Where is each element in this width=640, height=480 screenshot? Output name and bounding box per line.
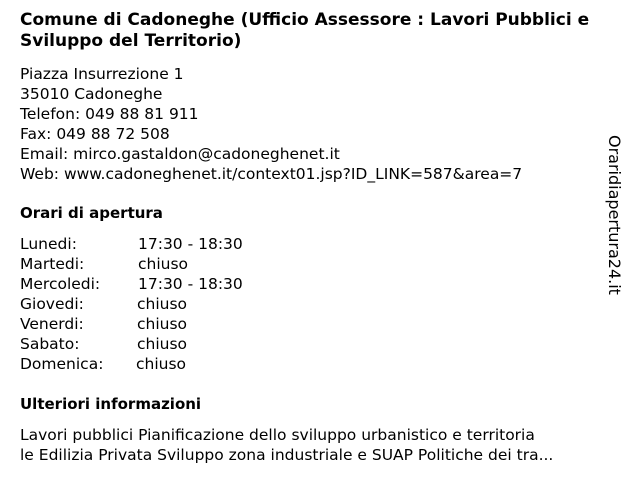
day-hours: 17:30 - 18:30 [138,235,243,253]
day-hours: chiuso [136,355,187,373]
street-address: Piazza Insurrezione 1 [20,65,184,83]
hours-row [20,354,187,374]
hours-row [20,234,243,254]
phone-number: Telefon: 049 88 81 911 [20,105,199,123]
day-label: Giovedi: [20,295,84,313]
day-hours: 17:30 - 18:30 [138,275,243,293]
page-title: Comune di Cadoneghe (Ufficio Assessore : Lavori Pubblici e Sviluppo del Territorio) [20,10,590,51]
day-label: Martedi: [20,255,85,273]
email-address: Email: mirco.gastaldon@cadoneghenet.it [20,145,340,163]
fax-number: Fax: 049 88 72 508 [20,125,170,143]
site-watermark: Oraridiapertura24.it [605,135,624,295]
hours-row [20,274,243,294]
day-hours: chiuso [137,335,188,353]
opening-hours-table [20,234,243,374]
info-line: le Edilizia Privata Sviluppo zona industriale e SUAP Politiche dei tra... [20,446,554,464]
info-line: Lavori pubblici Pianificazione dello sviluppo urbanistico e territoria [20,426,535,444]
day-hours: chiuso [137,295,188,313]
hours-row [20,254,189,274]
hours-row [20,334,188,354]
day-label: Domenica: [20,355,104,373]
more-info-heading: Ulteriori informazioni [20,395,202,413]
day-hours: chiuso [137,315,188,333]
day-label: Venerdi: [20,315,84,333]
website-url: Web: www.cadoneghenet.it/context01.jsp?ID_LINK=587&area=7 [20,165,523,183]
day-label: Mercoledi: [20,275,101,293]
more-info-text [20,425,620,465]
opening-hours-heading: Orari di apertura [20,204,163,222]
hours-row [20,294,188,314]
day-label: Lunedi: [20,235,77,253]
city-address: 35010 Cadoneghe [20,85,163,103]
day-hours: chiuso [138,255,189,273]
day-label: Sabato: [20,335,80,353]
hours-row [20,314,188,334]
address-block [20,64,522,184]
